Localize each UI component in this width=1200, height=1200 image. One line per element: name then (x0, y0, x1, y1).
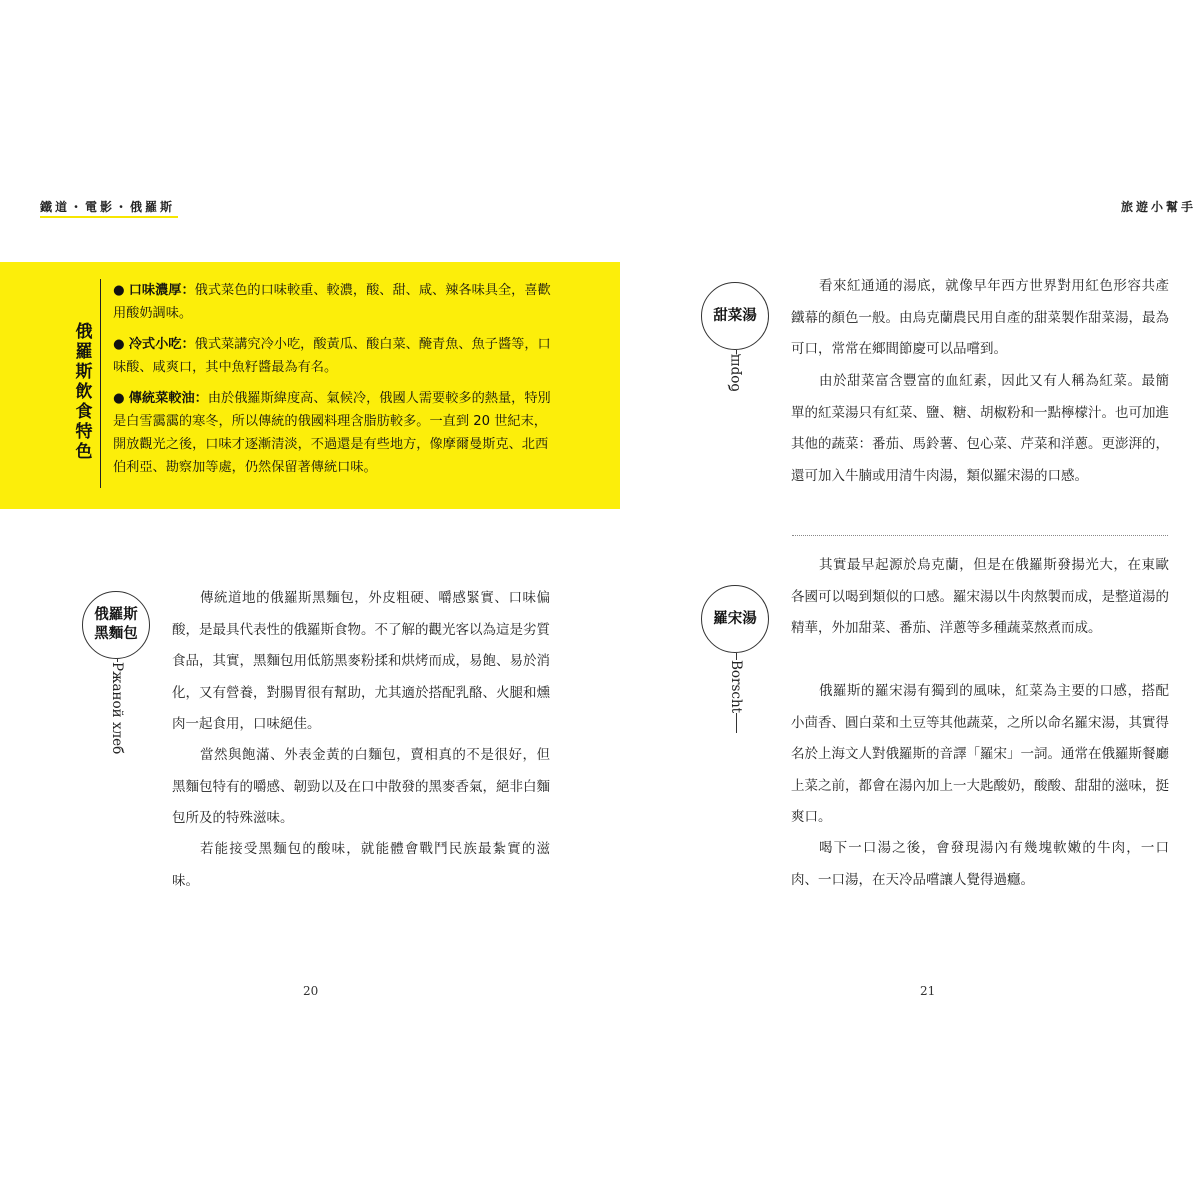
food-features-title: 俄羅斯飲食特色 (75, 322, 93, 462)
borscht-paragraph-3: 喝下一口湯之後，會發現湯內有幾塊軟嫩的牛肉，一口肉、一口湯，在天冷品嚐讓人覺得過癮。 (791, 840, 1169, 888)
left-page-number: 20 (303, 984, 319, 998)
black-bread-title: 俄羅斯黑麵包 (94, 607, 138, 642)
borscht-title-circle (701, 585, 769, 653)
black-bread-paragraph-1: 傳統道地的俄羅斯黑麵包，外皮粗硬、嚼感緊實、口味偏酸，是最具代表性的俄羅斯食物。不了解的觀光客以為這是劣質食品，其實，黑麵包用低筋黑麥粉揉和烘烤而成，易飽、易於消化，又有營養，對腸胃很有幫助，尤其適於搭配乳酪、火腿和燻肉一起食用，口味絕佳。 (172, 590, 550, 732)
right-page-number: 21 (920, 984, 936, 998)
food-features-list (113, 279, 553, 487)
borscht-title: 羅宋湯 (713, 610, 757, 627)
list-item: ● 冷式小吃：俄式菜講究冷小吃，酸黃瓜、酸白菜、醃青魚、魚子醬等，口味酸、咸爽口，其中魚籽醬最為有名。 (113, 337, 551, 375)
header-underline (40, 216, 178, 218)
feature-text: 俄式菜講究冷小吃，酸黃瓜、酸白菜、醃青魚、魚子醬等，口味酸、咸爽口，其中魚籽醬最為有名。 (113, 337, 551, 375)
feature-key: 傳統菜較油： (128, 391, 208, 406)
section-divider (792, 535, 1168, 536)
black-bread-paragraph-3: 若能接受黑麵包的酸味，就能體會戰鬥民族最紮實的滋味。 (172, 841, 550, 889)
feature-key: 口味濃厚： (128, 283, 195, 298)
feature-key: 冷式小吃： (128, 337, 195, 352)
right-running-header: 旅遊小幫手 (1120, 200, 1196, 214)
black-bread-russian-label: Ржаной хлеб (109, 662, 125, 755)
black-bread-paragraph-2: 當然與飽滿、外表金黃的白麵包，賣相真的不是很好，但黑麵包特有的嚼感、韌勁以及在口中散發的黑麥香氣，絕非白麵包所及的特殊滋味。 (172, 747, 550, 826)
borscht-paragraph-2: 俄羅斯的羅宋湯有獨到的風味，紅菜為主要的口感，搭配小茴香、圓白菜和土豆等其他蔬菜，之所以命名羅宋湯，其實得名於上海文人對俄羅斯的音譯「羅宋」一詞。通常在俄羅斯餐廳上菜之前，都會在湯內加上一大匙酸奶，酸酸、甜甜的滋味，挺爽口。 (791, 683, 1169, 825)
beet-soup-paragraph-1: 看來紅通通的湯底，就像早年西方世界對用紅色形容共產鐵幕的顏色一般。由烏克蘭農民用自產的甜菜製作甜菜湯，最為可口，常常在鄉間節慶可以品嚐到。 (791, 278, 1169, 357)
black-bread-title-circle (82, 591, 150, 659)
food-features-divider (100, 279, 101, 488)
beet-soup-title-circle (701, 282, 769, 350)
beet-soup-title: 甜菜湯 (713, 307, 757, 324)
left-running-header: 鐵道・電影・俄羅斯 (40, 200, 176, 214)
borscht-english-label: Borscht (728, 660, 744, 714)
beet-soup-paragraph-2: 由於甜菜富含豐富的血紅素，因此又有人稱為紅菜。最簡單的紅菜湯只有紅菜、鹽、糖、胡椒粉和一點檸檬汁。也可加進其他的蔬菜：番茄、馬鈴薯、包心菜、芹菜和洋蔥。更澎湃的，還可加入牛腩或用清牛肉湯，類似羅宋湯的口感。 (791, 373, 1169, 484)
feature-text: 由於俄羅斯緯度高、氣候冷，俄國人需要較多的熱量，特別是白雪靄靄的寒冬，所以傳統的俄國料理含脂肪較多。一直到 20 世紀末，開放觀光之後，口味才逐漸清淡，不過還是有些地方，像摩爾曼斯克、北西伯利亞、勘察加等處，仍然保留著傳統口味。 (113, 391, 551, 475)
list-item: ● 口味濃厚：俄式菜色的口味較重、較濃，酸、甜、咸、辣各味具全，喜歡用酸奶調味。 (113, 283, 551, 321)
feature-text: 俄式菜色的口味較重、較濃，酸、甜、咸、辣各味具全，喜歡用酸奶調味。 (113, 283, 551, 321)
list-item: ● 傳統菜較油：由於俄羅斯緯度高、氣候冷，俄國人需要較多的熱量，特別是白雪靄靄的寒冬，所以傳統的俄國料理含脂肪較多。一直到 20 世紀末，開放觀光之後，口味才逐漸清淡，不過還是有些地方，像摩爾曼斯克、北西伯利亞、勘察加等處，仍然保留著傳統口味。 (113, 391, 551, 475)
borscht-paragraph-1: 其實最早起源於烏克蘭，但是在俄羅斯發揚光大，在東歐各國可以喝到類似的口感。羅宋湯以牛肉熬製而成，是整道湯的精華，外加甜菜、番茄、洋蔥等多種蔬菜熬煮而成。 (791, 557, 1169, 636)
beet-soup-russian-label: борщ (727, 354, 743, 392)
